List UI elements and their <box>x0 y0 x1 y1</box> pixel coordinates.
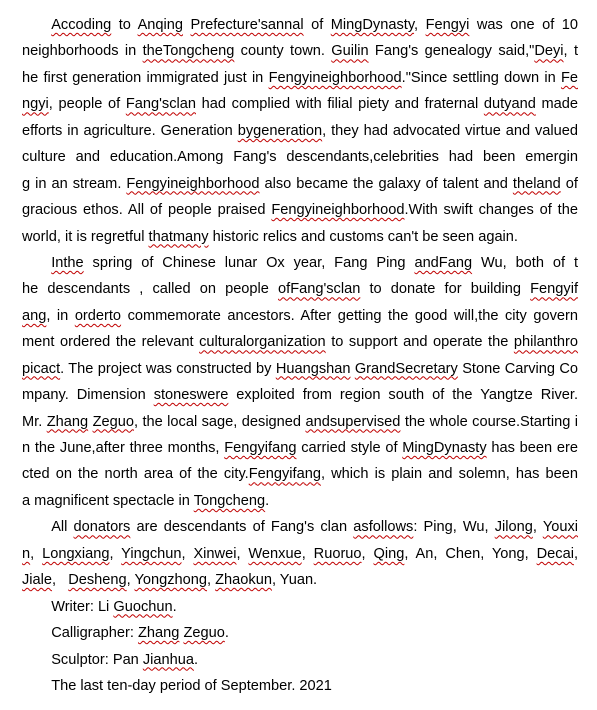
text-line <box>22 224 578 250</box>
flagged-word: Fengyineighborhood <box>271 202 405 219</box>
text-run: . <box>265 492 270 509</box>
text-run: historic relics and customs can't be seen again. <box>208 228 518 245</box>
text-line <box>22 409 578 435</box>
text-run: . <box>224 625 229 642</box>
text-line <box>22 594 578 620</box>
text-line <box>22 435 578 461</box>
flagged-word: Inthe <box>51 254 84 271</box>
flagged-word: Fengyif <box>530 281 578 298</box>
paragraph-p2 <box>22 250 578 514</box>
text-run: Fang's genealogy said," <box>368 43 535 60</box>
flagged-word: Yingchun <box>121 545 182 562</box>
paragraph-credits <box>22 594 578 700</box>
flagged-word: Fengyineighborhood <box>126 175 260 192</box>
text-run: the whole course.Starting i <box>400 413 578 430</box>
text-run: mpany. Dimension <box>22 387 154 404</box>
text-run: to <box>111 17 138 33</box>
text-run: to support and operate the <box>325 334 514 351</box>
flagged-word: Anqing <box>137 17 184 33</box>
text-line <box>22 673 578 699</box>
flagged-word: Guochun <box>113 598 173 615</box>
text-run: , t <box>563 43 579 60</box>
flagged-word: Fengyifang <box>248 466 321 483</box>
text-run: , <box>207 572 216 589</box>
text-line <box>22 647 578 673</box>
text-run: to donate for building <box>360 281 531 298</box>
text-run: : Ping, Wu, <box>413 519 495 536</box>
flagged-word: Xinwei <box>193 545 237 562</box>
flagged-word: bygeneration <box>237 122 323 139</box>
text-run: , <box>109 545 122 562</box>
text-run: also became the galaxy of talent and <box>259 175 513 192</box>
text-line <box>22 329 578 355</box>
text-run: , the local sage, designed <box>133 413 306 430</box>
text-run: , An, Chen, Yong, <box>404 545 537 562</box>
text-run: Stone Carving Co <box>457 360 578 377</box>
flagged-word: donators <box>73 519 131 536</box>
text-run: All <box>51 519 74 536</box>
text-run: , <box>414 17 426 33</box>
flagged-word: asfollows <box>353 519 414 536</box>
text-run: , <box>52 572 69 589</box>
text-run: . <box>193 651 199 668</box>
text-run: cted on the north area of the city. <box>22 466 249 483</box>
text-line <box>22 197 578 223</box>
text-run: , <box>181 545 194 562</box>
text-run: . The project was constructed by <box>60 360 276 377</box>
text-line <box>22 461 578 487</box>
flagged-word: Accoding <box>51 17 112 33</box>
text-run: a magnificent spectacle in <box>22 492 194 509</box>
flagged-word: ang <box>22 307 47 324</box>
flagged-word: dutyand <box>483 96 536 113</box>
text-run: , <box>126 572 135 589</box>
text-line <box>22 488 578 514</box>
text-run: he descendants , called on people <box>22 281 279 298</box>
flagged-word: Deyi <box>534 43 564 60</box>
text-run: , <box>30 545 43 562</box>
text-run: n the June,after three months, <box>22 440 225 456</box>
text-run <box>183 17 190 33</box>
text-run: , they had advocated virtue and valued <box>322 122 579 139</box>
text-run: The last ten-day period of September. 2021 <box>51 677 332 694</box>
flagged-word: theland <box>512 175 561 192</box>
text-run: world, it is regretful <box>22 228 149 245</box>
flagged-word: ofFang'sclan <box>278 281 361 298</box>
flagged-word: Qing <box>373 545 405 562</box>
text-line <box>22 118 578 144</box>
flagged-word: Ruoruo <box>313 545 362 562</box>
text-run: Calligrapher: <box>51 625 138 642</box>
text-run: , Yuan. <box>271 572 318 589</box>
text-run: spring of Chinese lunar Ox year, Fang Ping <box>83 254 415 271</box>
flagged-word: Fengyineighborhood <box>268 69 402 86</box>
flagged-word: Longxiang <box>42 545 110 562</box>
flagged-word: Fengyi <box>425 17 470 33</box>
text-line <box>22 356 578 382</box>
text-run: are descendants of Fang's clan <box>130 519 354 536</box>
text-run: Sculptor: Pan <box>51 651 143 668</box>
flagged-word: orderto <box>74 307 122 324</box>
flagged-word: Zhang <box>46 413 89 430</box>
flagged-word: Decai <box>536 545 574 562</box>
flagged-word: Fengyifang <box>224 440 297 456</box>
flagged-word: culturalorganization <box>199 334 326 351</box>
flagged-word: Zeguo <box>92 413 134 430</box>
flagged-word: n <box>22 545 31 562</box>
text-run: county town. <box>234 43 332 60</box>
flagged-word: Youxi <box>542 519 578 536</box>
flagged-word: Jianhua <box>142 651 194 668</box>
text-run: , in <box>46 307 75 324</box>
flagged-word: Jiale <box>22 572 53 589</box>
text-line <box>22 171 578 197</box>
flagged-word: GrandSecretary <box>354 360 458 377</box>
text-run: ment ordered the relevant <box>22 334 200 351</box>
flagged-word: theTongcheng <box>142 43 235 60</box>
text-line <box>22 567 578 593</box>
flagged-word: ngyi <box>22 96 49 113</box>
text-run: ."Since settling down in <box>401 69 561 86</box>
text-run: of <box>560 175 578 192</box>
text-run: he first generation immigrated just in <box>22 69 269 86</box>
text-run: .With swift changes of the <box>404 202 578 219</box>
text-run: Writer: Li <box>51 598 114 615</box>
flagged-word: Yongzhong <box>134 572 208 589</box>
flagged-word: philanthro <box>513 334 578 351</box>
flagged-word: Huangshan <box>275 360 351 377</box>
text-run: commemorate ancestors. After getting the good will,the city govern <box>121 307 578 324</box>
text-run: . <box>172 598 177 615</box>
text-line <box>22 276 578 302</box>
flagged-word: MingDynasty <box>402 440 487 456</box>
text-run: Mr. <box>22 413 47 430</box>
text-run: culture and education.Among Fang's descendants,celebrities had been emergin <box>22 149 578 166</box>
paragraph-p1 <box>22 12 578 250</box>
flagged-word: Zeguo <box>183 625 225 642</box>
flagged-word: andFang <box>414 254 473 271</box>
text-run: made <box>535 96 579 113</box>
text-run: efforts in agriculture. Generation <box>22 122 238 139</box>
flagged-word: thatmany <box>148 228 209 245</box>
text-run: carried style of <box>296 440 403 456</box>
text-run: of <box>303 17 331 33</box>
text-run: neighborhoods in <box>22 43 143 60</box>
text-run: , <box>301 545 314 562</box>
flagged-word: Fe <box>560 69 578 86</box>
text-line <box>22 65 578 91</box>
text-line <box>22 91 578 117</box>
text-line <box>22 541 578 567</box>
text-run: gracious ethos. All of people praised <box>22 202 272 219</box>
flagged-word: Tongcheng <box>193 492 266 509</box>
text-run: , <box>361 545 374 562</box>
text-line <box>22 250 578 276</box>
text-line <box>22 38 578 64</box>
flagged-word: Prefecture'sannal <box>190 17 304 33</box>
text-line <box>22 620 578 646</box>
text-run: Wu, both of t <box>472 254 578 271</box>
text-run: , <box>573 545 578 562</box>
text-run: has been ere <box>486 440 578 456</box>
flagged-word: Zhang <box>137 625 180 642</box>
flagged-word: Wenxue <box>248 545 302 562</box>
flagged-word: andsupervised <box>305 413 401 430</box>
text-line <box>22 144 578 170</box>
text-line <box>22 382 578 408</box>
text-line <box>22 303 578 329</box>
text-line <box>22 514 578 540</box>
flagged-word: Zhaokun <box>215 572 272 589</box>
flagged-word: picact <box>22 360 61 377</box>
flagged-word: stoneswere <box>153 387 229 404</box>
text-run: , <box>236 545 249 562</box>
paragraph-p3 <box>22 514 578 593</box>
text-run: g in an stream. <box>22 175 127 192</box>
text-run: , <box>532 519 543 536</box>
flagged-word: Guilin <box>331 43 369 60</box>
text-run: , which is plain and solemn, has been <box>320 466 578 483</box>
flagged-word: Fang'sclan <box>125 96 196 113</box>
text-line <box>22 12 578 38</box>
text-run: had complied with filial piety and fraternal <box>195 96 484 113</box>
text-run: was one of 10 <box>469 17 579 33</box>
flagged-word: MingDynasty <box>330 17 415 33</box>
text-run: , people of <box>48 96 126 113</box>
document-body <box>22 12 578 699</box>
text-run: exploited from region south of the Yangtze River. <box>228 387 579 404</box>
flagged-word: Jilong <box>494 519 533 536</box>
flagged-word: Desheng <box>68 572 127 589</box>
